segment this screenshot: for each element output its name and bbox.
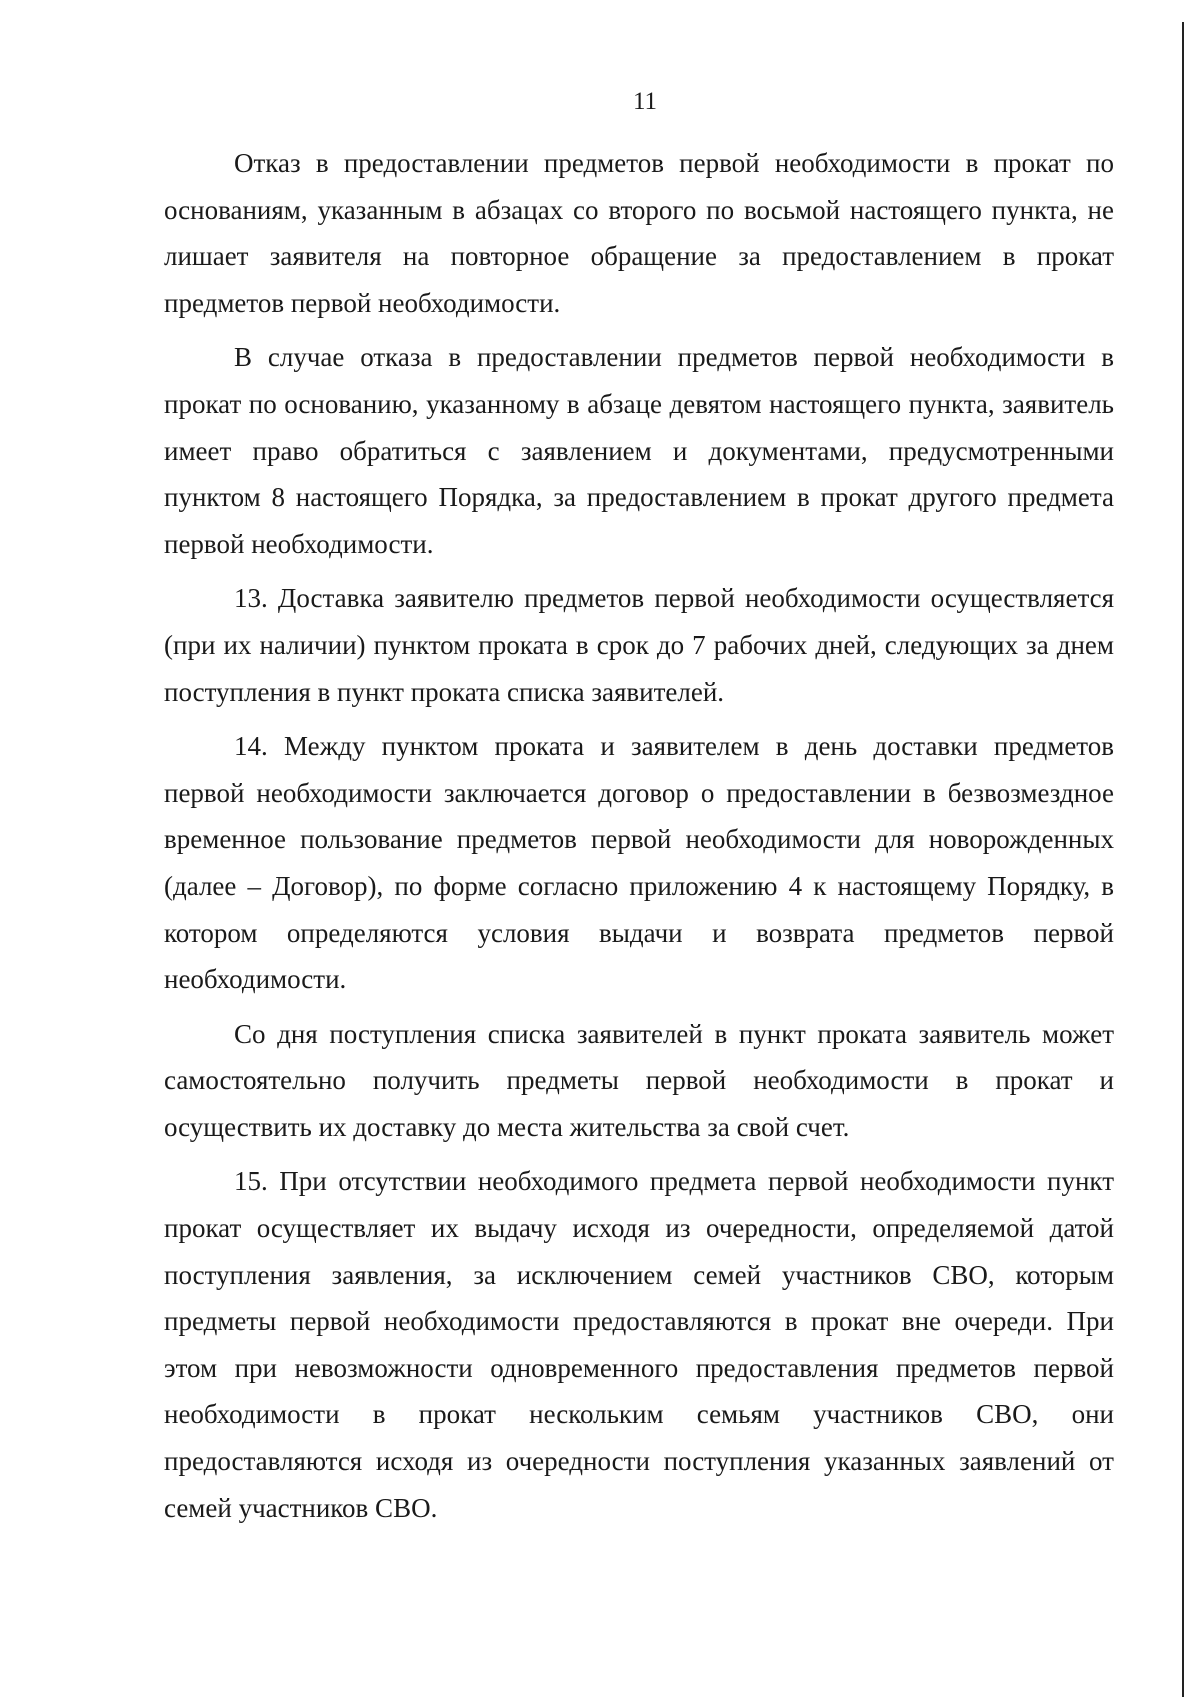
paragraph-self-pickup: Со дня поступления списка заявителей в пункт проката заявитель может самостоятельно получить предметы первой необходимости в прокат и осуществить их доставку до места жительства за свой счет.: [164, 1018, 1114, 1142]
paragraph-item-14: 14. Между пунктом проката и заявителем в день доставки предметов первой необходимости заключается договор о предоставлении в безвозмездное временное пользование предметов первой необходимости для новорожденных (далее – Договор), по форме согласно приложению 4 к настоящему Порядку, в котором определяются условия выдачи и возврата предметов первой необходимости.: [164, 731, 1114, 995]
scan-border-line: [1182, 22, 1184, 1697]
paragraph-item-13: 13. Доставка заявителю предметов первой необходимости осуществляется (при их наличии) пунктом проката в срок до 7 рабочих дней, следующих за днем поступления в пункт проката списка заявителей.: [164, 583, 1114, 707]
paragraph-refusal-no-deprivation: Отказ в предоставлении предметов первой необходимости в прокат по основаниям, указанным в абзацах со второго по восьмой настоящего пункта, не лишает заявителя на повторное обращение за предоставлением в прокат предметов первой необходимости.: [164, 148, 1114, 318]
document-body: [164, 140, 1114, 1531]
paragraph-item-15: 15. При отсутствии необходимого предмета первой необходимости пункт прокат осуществляет их выдачу исходя из очередности, определяемой датой поступления заявления, за исключением семей участников СВО, которым предметы первой необходимости предоставляются в прокат вне очереди. При этом при невозможности одновременного предоставления предметов первой необходимости в прокат нескольким семьям участников СВО, они предоставляются исходя из очередности поступления указанных заявлений от семей участников СВО.: [164, 1166, 1114, 1523]
paragraph-refusal-ninth: В случае отказа в предоставлении предметов первой необходимости в прокат по основанию, указанному в абзаце девятом настоящего пункта, заявитель имеет право обратиться с заявлением и документами, предусмотренными пунктом 8 настоящего Порядка, за предоставлением в прокат другого предмета первой необходимости.: [164, 342, 1114, 559]
page-number: 11: [632, 88, 658, 115]
